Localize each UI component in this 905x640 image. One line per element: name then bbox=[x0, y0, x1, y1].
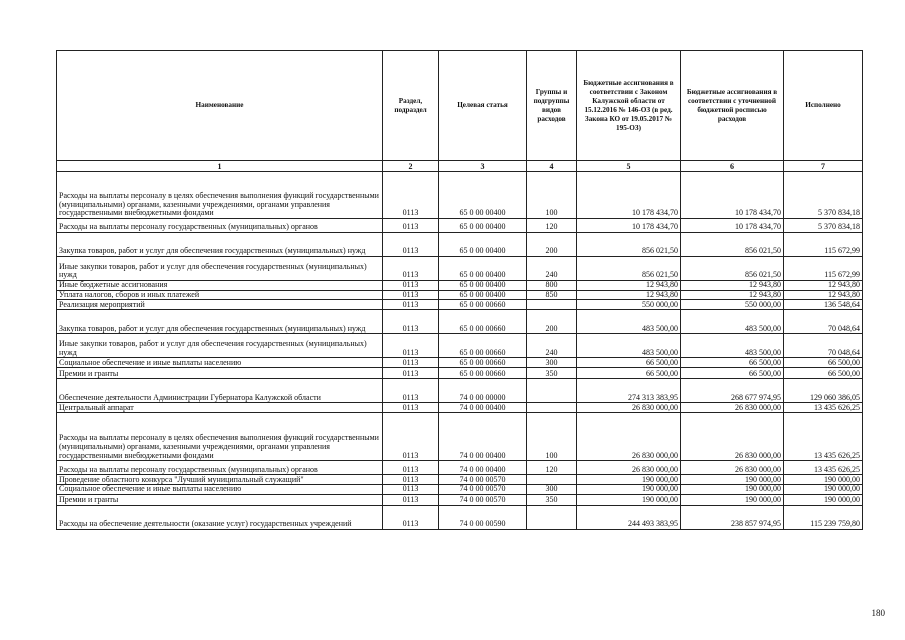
row-group: 240 bbox=[527, 257, 577, 281]
table-row bbox=[57, 310, 863, 334]
row-executed: 13 435 626,25 bbox=[784, 403, 863, 413]
table-row bbox=[57, 485, 863, 495]
table-row bbox=[57, 368, 863, 379]
row-target: 74 0 00 00570 bbox=[439, 485, 527, 495]
row-law: 66 500,00 bbox=[577, 368, 681, 379]
table-row bbox=[57, 290, 863, 300]
row-name: Социальное обеспечение и иные выплаты населению bbox=[57, 358, 383, 368]
table-row bbox=[57, 403, 863, 413]
row-law: 10 178 434,70 bbox=[577, 172, 681, 219]
table-row bbox=[57, 475, 863, 485]
row-executed: 13 435 626,25 bbox=[784, 413, 863, 461]
row-executed: 70 048,64 bbox=[784, 334, 863, 358]
row-name: Уплата налогов, сборов и иных платежей bbox=[57, 290, 383, 300]
row-group: 120 bbox=[527, 461, 577, 475]
row-executed: 66 500,00 bbox=[784, 358, 863, 368]
row-law: 244 493 383,95 bbox=[577, 505, 681, 529]
table-row bbox=[57, 358, 863, 368]
page-number: 180 bbox=[871, 608, 885, 618]
row-target: 65 0 00 00660 bbox=[439, 368, 527, 379]
row-section: 0113 bbox=[383, 368, 439, 379]
header-groups: Группы и подгруппы видов расходов bbox=[527, 51, 577, 161]
row-refined: 856 021,50 bbox=[681, 257, 784, 281]
table-row bbox=[57, 379, 863, 403]
table-row bbox=[57, 413, 863, 461]
row-group: 350 bbox=[527, 494, 577, 505]
row-executed: 190 000,00 bbox=[784, 494, 863, 505]
row-executed: 115 239 759,80 bbox=[784, 505, 863, 529]
row-group: 100 bbox=[527, 172, 577, 219]
row-name: Премии и гранты bbox=[57, 494, 383, 505]
header-target: Целевая статья bbox=[439, 51, 527, 161]
row-target: 74 0 00 00590 bbox=[439, 505, 527, 529]
row-executed: 66 500,00 bbox=[784, 368, 863, 379]
row-name: Расходы на обеспечение деятельности (оказание услуг) государственных учреждений bbox=[57, 505, 383, 529]
header-executed: Исполнено bbox=[784, 51, 863, 161]
row-law: 483 500,00 bbox=[577, 310, 681, 334]
row-section: 0113 bbox=[383, 219, 439, 233]
row-group: 200 bbox=[527, 233, 577, 257]
row-law: 26 830 000,00 bbox=[577, 461, 681, 475]
row-name: Закупка товаров, работ и услуг для обеспечения государственных (муниципальных) нужд bbox=[57, 310, 383, 334]
row-section: 0113 bbox=[383, 257, 439, 281]
row-name: Премии и гранты bbox=[57, 368, 383, 379]
header-refined: Бюджетные ассигнования в соответствии с уточненной бюджетной росписью расходов bbox=[681, 51, 784, 161]
row-executed: 12 943,80 bbox=[784, 290, 863, 300]
row-section: 0113 bbox=[383, 379, 439, 403]
table-row bbox=[57, 172, 863, 219]
row-name: Обеспечение деятельности Администрации Губернатора Калужской области bbox=[57, 379, 383, 403]
row-law: 26 830 000,00 bbox=[577, 403, 681, 413]
row-name: Центральный аппарат bbox=[57, 403, 383, 413]
row-target: 65 0 00 00660 bbox=[439, 300, 527, 310]
table-row bbox=[57, 233, 863, 257]
row-law: 856 021,50 bbox=[577, 257, 681, 281]
row-law: 26 830 000,00 bbox=[577, 413, 681, 461]
table-header bbox=[57, 51, 863, 161]
row-target: 74 0 00 00000 bbox=[439, 379, 527, 403]
row-group: 800 bbox=[527, 281, 577, 291]
header-name: Наименование bbox=[57, 51, 383, 161]
row-name: Реализация мероприятий bbox=[57, 300, 383, 310]
table-row bbox=[57, 281, 863, 291]
row-executed: 190 000,00 bbox=[784, 485, 863, 495]
row-name: Закупка товаров, работ и услуг для обеспечения государственных (муниципальных) нужд bbox=[57, 233, 383, 257]
row-target: 74 0 00 00400 bbox=[439, 403, 527, 413]
row-section: 0113 bbox=[383, 485, 439, 495]
row-section: 0113 bbox=[383, 494, 439, 505]
row-group bbox=[527, 300, 577, 310]
row-section: 0113 bbox=[383, 300, 439, 310]
row-refined: 12 943,80 bbox=[681, 281, 784, 291]
row-section: 0113 bbox=[383, 281, 439, 291]
row-target: 65 0 00 00660 bbox=[439, 334, 527, 358]
row-section: 0113 bbox=[383, 172, 439, 219]
row-refined: 26 830 000,00 bbox=[681, 403, 784, 413]
row-law: 190 000,00 bbox=[577, 485, 681, 495]
col-number: 2 bbox=[383, 161, 439, 172]
row-section: 0113 bbox=[383, 403, 439, 413]
row-executed: 190 000,00 bbox=[784, 475, 863, 485]
row-target: 65 0 00 00400 bbox=[439, 281, 527, 291]
row-group: 240 bbox=[527, 334, 577, 358]
row-section: 0113 bbox=[383, 475, 439, 485]
column-numbers bbox=[57, 161, 863, 172]
row-target: 74 0 00 00400 bbox=[439, 461, 527, 475]
row-target: 74 0 00 00400 bbox=[439, 413, 527, 461]
row-refined: 190 000,00 bbox=[681, 494, 784, 505]
row-group: 120 bbox=[527, 219, 577, 233]
row-refined: 26 830 000,00 bbox=[681, 461, 784, 475]
row-refined: 12 943,80 bbox=[681, 290, 784, 300]
row-name: Расходы на выплаты персоналу государственных (муниципальных) органов bbox=[57, 219, 383, 233]
header-section: Раздел, подраздел bbox=[383, 51, 439, 161]
col-number: 5 bbox=[577, 161, 681, 172]
row-target: 65 0 00 00660 bbox=[439, 310, 527, 334]
row-target: 65 0 00 00400 bbox=[439, 257, 527, 281]
row-name: Расходы на выплаты персоналу государственных (муниципальных) органов bbox=[57, 461, 383, 475]
row-section: 0113 bbox=[383, 290, 439, 300]
table-row bbox=[57, 257, 863, 281]
budget-table bbox=[56, 50, 863, 530]
row-refined: 66 500,00 bbox=[681, 368, 784, 379]
row-name: Расходы на выплаты персоналу в целях обеспечения выполнения функций государственными (муниципальными) органами, казенными учреждениями, органами управления государственными внебюджетными фондами bbox=[57, 413, 383, 461]
row-refined: 10 178 434,70 bbox=[681, 172, 784, 219]
row-executed: 5 370 834,18 bbox=[784, 219, 863, 233]
row-name: Проведение областного конкурса "Лучший муниципальный служащий" bbox=[57, 475, 383, 485]
row-refined: 268 677 974,95 bbox=[681, 379, 784, 403]
row-refined: 238 857 974,95 bbox=[681, 505, 784, 529]
row-law: 190 000,00 bbox=[577, 494, 681, 505]
row-section: 0113 bbox=[383, 461, 439, 475]
table-row bbox=[57, 219, 863, 233]
row-name: Расходы на выплаты персоналу в целях обеспечения выполнения функций государственными (муниципальными) органами, казенными учреждениями, органами управления государственными внебюджетными фондами bbox=[57, 172, 383, 219]
row-group bbox=[527, 505, 577, 529]
row-group bbox=[527, 379, 577, 403]
row-refined: 190 000,00 bbox=[681, 485, 784, 495]
row-law: 550 000,00 bbox=[577, 300, 681, 310]
row-target: 65 0 00 00400 bbox=[439, 290, 527, 300]
row-executed: 115 672,99 bbox=[784, 257, 863, 281]
row-refined: 856 021,50 bbox=[681, 233, 784, 257]
row-group: 300 bbox=[527, 358, 577, 368]
row-target: 74 0 00 00570 bbox=[439, 494, 527, 505]
row-refined: 483 500,00 bbox=[681, 310, 784, 334]
row-executed: 115 672,99 bbox=[784, 233, 863, 257]
row-refined: 190 000,00 bbox=[681, 475, 784, 485]
row-executed: 129 060 386,05 bbox=[784, 379, 863, 403]
table-row bbox=[57, 300, 863, 310]
row-refined: 26 830 000,00 bbox=[681, 413, 784, 461]
row-executed: 13 435 626,25 bbox=[784, 461, 863, 475]
row-target: 74 0 00 00570 bbox=[439, 475, 527, 485]
col-number: 3 bbox=[439, 161, 527, 172]
row-refined: 10 178 434,70 bbox=[681, 219, 784, 233]
row-refined: 483 500,00 bbox=[681, 334, 784, 358]
row-group: 300 bbox=[527, 485, 577, 495]
row-section: 0113 bbox=[383, 310, 439, 334]
row-law: 856 021,50 bbox=[577, 233, 681, 257]
header-law: Бюджетные ассигнования в соответствии с Законом Калужской области от 15.12.2016 № 146-ОЗ (в ред. Закона КО от 19.05.2017 № 195-ОЗ) bbox=[577, 51, 681, 161]
row-group bbox=[527, 403, 577, 413]
row-section: 0113 bbox=[383, 505, 439, 529]
row-group bbox=[527, 475, 577, 485]
row-section: 0113 bbox=[383, 233, 439, 257]
row-law: 10 178 434,70 bbox=[577, 219, 681, 233]
row-law: 190 000,00 bbox=[577, 475, 681, 485]
row-name: Иные закупки товаров, работ и услуг для обеспечения государственных (муниципальных) нужд bbox=[57, 334, 383, 358]
row-group: 100 bbox=[527, 413, 577, 461]
row-executed: 70 048,64 bbox=[784, 310, 863, 334]
row-target: 65 0 00 00400 bbox=[439, 172, 527, 219]
row-target: 65 0 00 00400 bbox=[439, 233, 527, 257]
col-number: 1 bbox=[57, 161, 383, 172]
table-row bbox=[57, 494, 863, 505]
row-section: 0113 bbox=[383, 334, 439, 358]
row-refined: 66 500,00 bbox=[681, 358, 784, 368]
row-executed: 5 370 834,18 bbox=[784, 172, 863, 219]
row-target: 65 0 00 00400 bbox=[439, 219, 527, 233]
row-refined: 550 000,00 bbox=[681, 300, 784, 310]
row-group: 200 bbox=[527, 310, 577, 334]
row-law: 12 943,80 bbox=[577, 281, 681, 291]
table-row bbox=[57, 334, 863, 358]
table-row bbox=[57, 505, 863, 529]
row-name: Социальное обеспечение и иные выплаты населению bbox=[57, 485, 383, 495]
col-number: 4 bbox=[527, 161, 577, 172]
row-name: Иные закупки товаров, работ и услуг для обеспечения государственных (муниципальных) нужд bbox=[57, 257, 383, 281]
row-law: 12 943,80 bbox=[577, 290, 681, 300]
row-executed: 12 943,80 bbox=[784, 281, 863, 291]
row-section: 0113 bbox=[383, 413, 439, 461]
row-section: 0113 bbox=[383, 358, 439, 368]
row-group: 850 bbox=[527, 290, 577, 300]
col-number: 7 bbox=[784, 161, 863, 172]
row-group: 350 bbox=[527, 368, 577, 379]
row-law: 483 500,00 bbox=[577, 334, 681, 358]
budget-table-page bbox=[56, 50, 862, 530]
col-number: 6 bbox=[681, 161, 784, 172]
row-executed: 136 548,64 bbox=[784, 300, 863, 310]
table-row bbox=[57, 461, 863, 475]
row-target: 65 0 00 00660 bbox=[439, 358, 527, 368]
row-law: 66 500,00 bbox=[577, 358, 681, 368]
row-name: Иные бюджетные ассигнования bbox=[57, 281, 383, 291]
row-law: 274 313 383,95 bbox=[577, 379, 681, 403]
